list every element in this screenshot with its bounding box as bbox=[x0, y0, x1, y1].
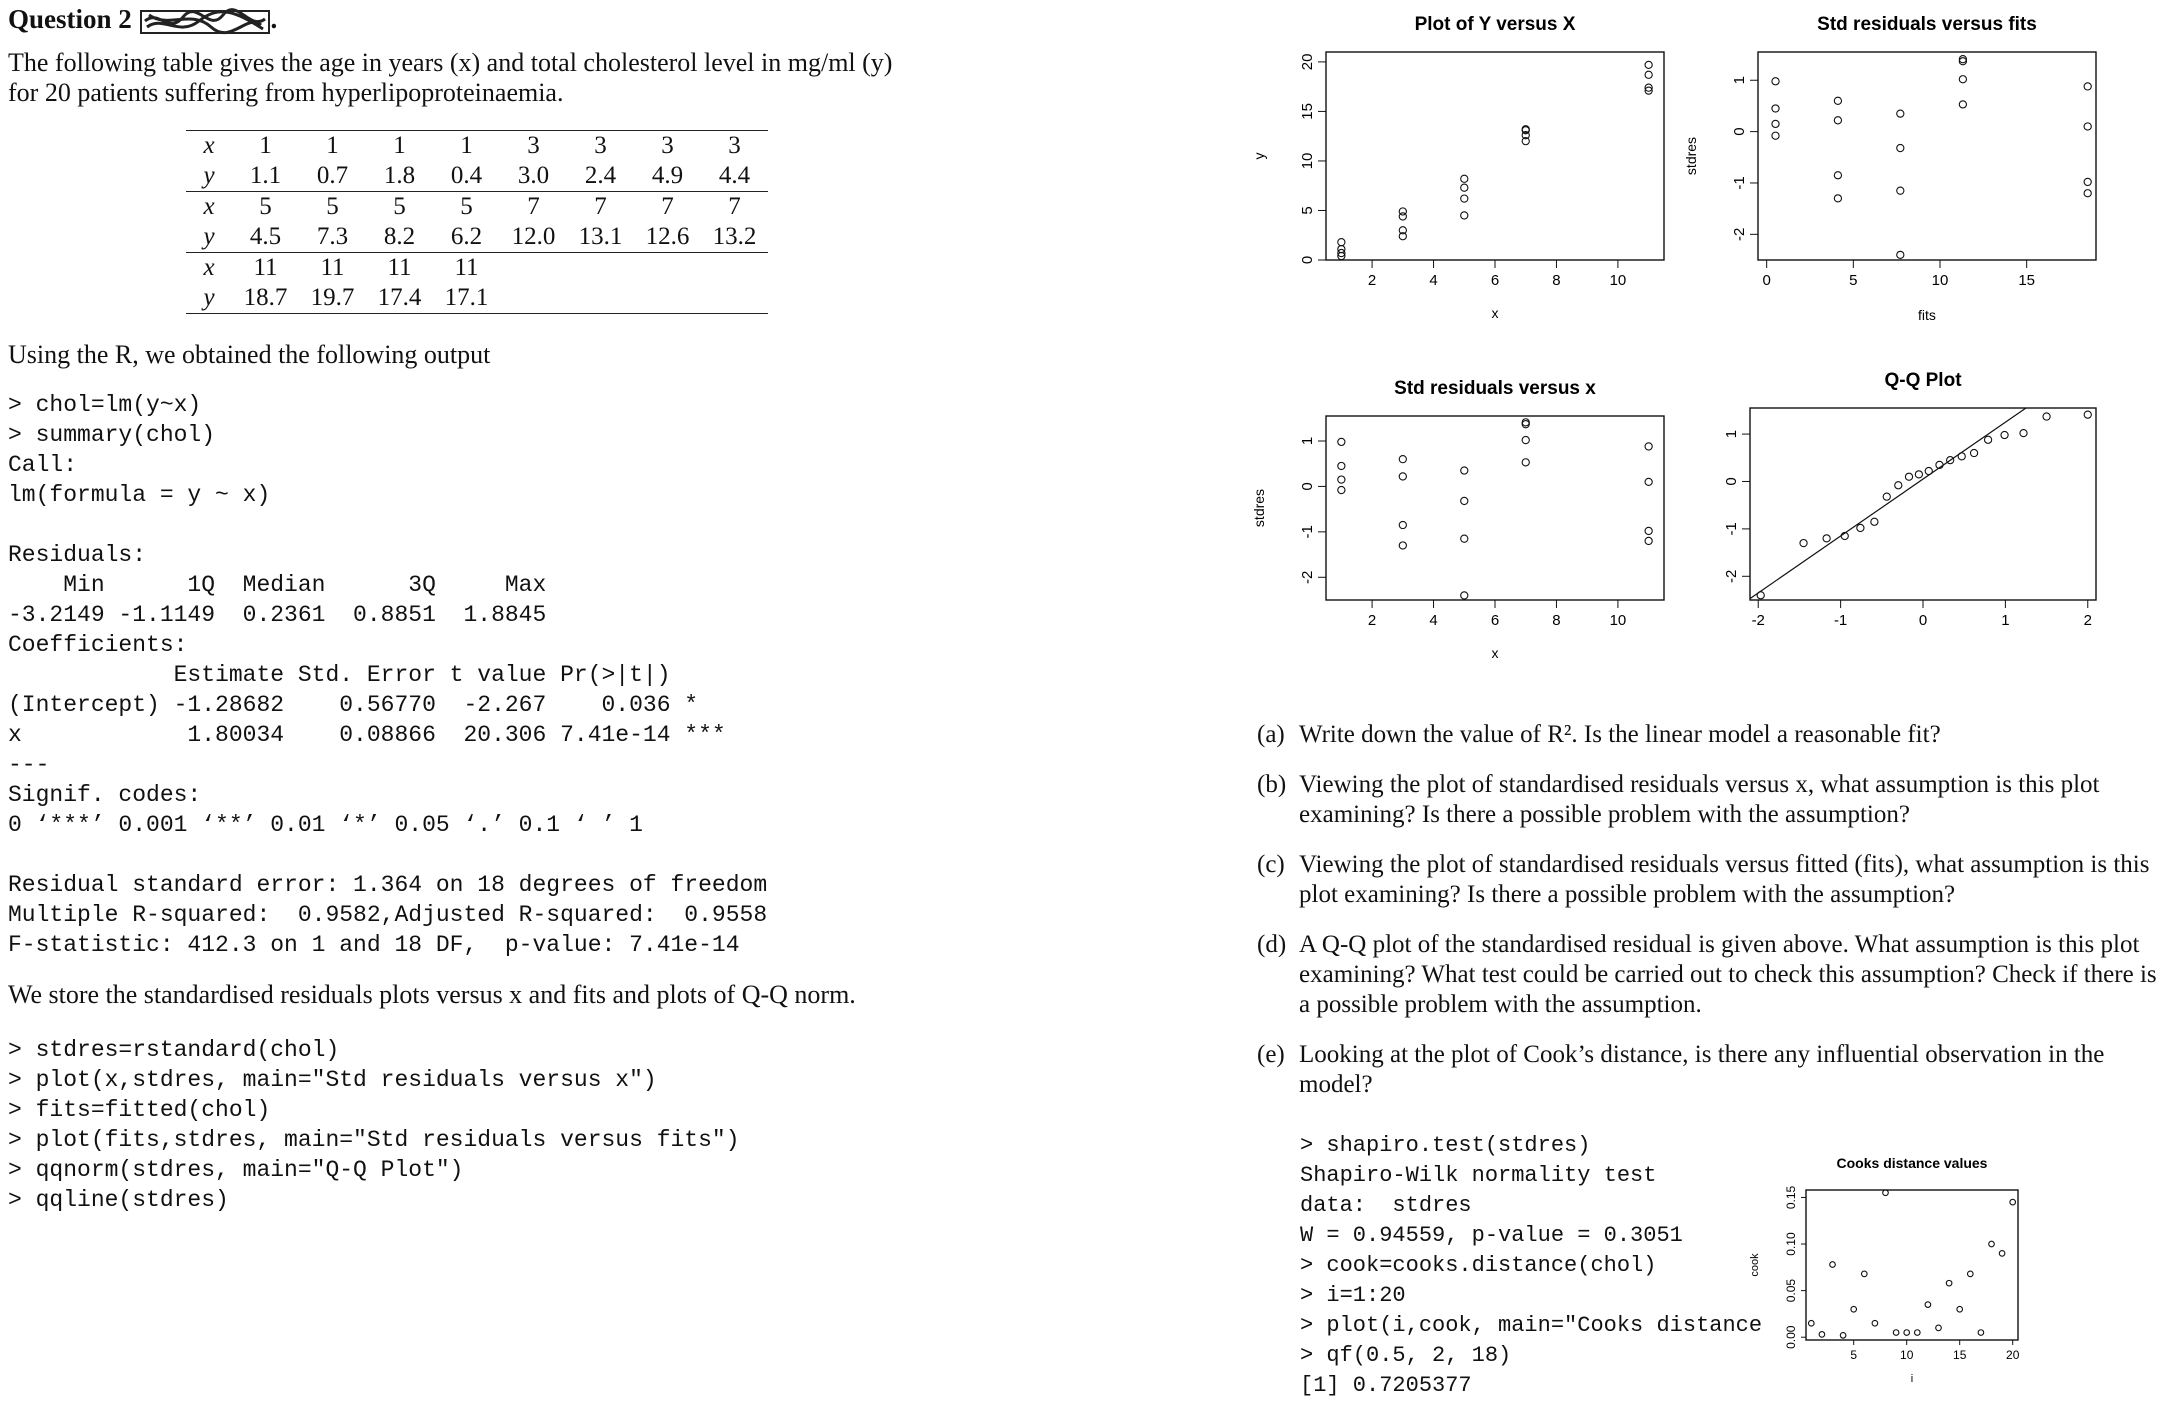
question-text: A Q-Q plot of the standardised residual is given above. What assumption is this plot examining? What test could be carried out to check this assumption? Check if there is a possible problem with the assumption. bbox=[1299, 931, 2157, 1018]
y-tick-label: 5 bbox=[1299, 206, 1316, 215]
y-axis-label: stdres bbox=[1683, 136, 1699, 176]
r-output-line: x 1.80034 0.08866 20.306 7.41e-14 *** bbox=[8, 722, 726, 748]
r-commands-block bbox=[8, 1035, 740, 1215]
redacted-scribble bbox=[139, 7, 271, 37]
data-point bbox=[1893, 1330, 1899, 1336]
chart-cooks-distance-values bbox=[1749, 1155, 2020, 1385]
table-cell: 11 bbox=[232, 253, 299, 284]
data-point bbox=[1834, 117, 1841, 124]
data-point bbox=[1897, 144, 1904, 151]
question-label: (c) bbox=[1257, 851, 1285, 878]
shapiro-output-line: > qf(0.5, 2, 18) bbox=[1300, 1343, 1512, 1368]
x-tick-label: 0 bbox=[1762, 272, 1771, 289]
x-tick-label: 8 bbox=[1552, 612, 1561, 629]
y-tick-label: 0.00 bbox=[1784, 1325, 1798, 1349]
data-point bbox=[1819, 1332, 1825, 1338]
table-cell bbox=[500, 283, 567, 314]
x-tick-label: 20 bbox=[2006, 1348, 2020, 1362]
x-tick-label: 2 bbox=[1367, 272, 1377, 289]
y-tick-label: -1 bbox=[1723, 522, 1740, 536]
x-tick-label: 2 bbox=[1367, 612, 1377, 629]
r-output-line: --- bbox=[8, 752, 50, 778]
chart-plot-of-y-versus-x bbox=[1251, 14, 1664, 321]
y-tick-label: 15 bbox=[1299, 103, 1316, 120]
x-tick-label: 10 bbox=[1931, 272, 1949, 289]
diagnostic-plots bbox=[1240, 0, 2168, 690]
cooks-distance-plot bbox=[1736, 1140, 2036, 1390]
y-axis-label: y bbox=[1251, 152, 1267, 160]
data-point bbox=[1461, 175, 1468, 182]
r-output-line: > chol=lm(y~x) bbox=[8, 392, 202, 418]
table-row-x bbox=[186, 253, 768, 284]
data-point bbox=[1834, 172, 1841, 179]
data-point bbox=[1915, 1330, 1921, 1336]
data-point bbox=[1800, 540, 1807, 547]
data-point bbox=[1645, 537, 1652, 544]
table-cell: 3 bbox=[634, 131, 701, 162]
chart-title: Std residuals versus fits bbox=[1817, 14, 2037, 35]
x-tick-label: -1 bbox=[1833, 612, 1848, 629]
table-cell: 7 bbox=[701, 192, 768, 223]
data-point bbox=[1984, 436, 1991, 443]
data-point bbox=[1958, 453, 1965, 460]
data-point bbox=[1970, 449, 1977, 456]
data-point bbox=[2084, 83, 2091, 90]
x-tick-label: 1 bbox=[2001, 612, 2010, 629]
data-point bbox=[1522, 459, 1529, 466]
data-point bbox=[1823, 535, 1830, 542]
table-cell: 7 bbox=[567, 192, 634, 223]
data-point bbox=[1897, 187, 1904, 194]
chart-std-residuals-versus-fits bbox=[1683, 14, 2096, 323]
data-point bbox=[1461, 212, 1468, 219]
chart-q-q-plot bbox=[1723, 360, 2096, 629]
data-point bbox=[1830, 1262, 1836, 1268]
x-tick-label: 0 bbox=[1918, 612, 1928, 629]
data-point bbox=[1399, 213, 1406, 220]
x-axis-label: x bbox=[1491, 305, 1499, 321]
table-cell bbox=[701, 283, 768, 314]
y-tick-label: -1 bbox=[1299, 525, 1316, 539]
plot-frame bbox=[1326, 52, 1664, 260]
table-cell: 3 bbox=[567, 131, 634, 162]
data-point bbox=[1461, 184, 1468, 191]
shapiro-output-line: data: stdres bbox=[1300, 1193, 1472, 1218]
data-point bbox=[1936, 1325, 1942, 1331]
data-point bbox=[1925, 467, 1932, 474]
table-cell: 3 bbox=[500, 131, 567, 162]
data-point bbox=[2010, 1199, 2016, 1205]
table-row-x bbox=[186, 131, 768, 162]
table-cell: 0.7 bbox=[316, 162, 349, 189]
data-point bbox=[2084, 190, 2091, 197]
r-command-line: > plot(x,stdres, main="Std residuals versus x") bbox=[8, 1067, 657, 1093]
x-tick-label: 5 bbox=[1850, 1348, 1858, 1362]
table-cell: 3.0 bbox=[517, 162, 550, 189]
data-point bbox=[1772, 105, 1779, 112]
y-tick-label: 0 bbox=[1299, 482, 1316, 491]
table-cell bbox=[634, 253, 701, 284]
shapiro-output-line: > cook=cooks.distance(chol) bbox=[1300, 1253, 1657, 1278]
data-point bbox=[1946, 1280, 1952, 1286]
shapiro-output-line: > i=1:20 bbox=[1300, 1283, 1406, 1308]
plot-frame bbox=[1326, 416, 1664, 600]
x-axis-label: i bbox=[1910, 1373, 1914, 1385]
r-output-line: Signif. codes: bbox=[8, 782, 202, 808]
data-point bbox=[1461, 535, 1468, 542]
data-point bbox=[1399, 473, 1406, 480]
data-point bbox=[2084, 178, 2091, 185]
table-cell: 4.4 bbox=[718, 162, 751, 189]
table-cell bbox=[500, 253, 567, 284]
data-point bbox=[1883, 1190, 1889, 1196]
chart-title: Plot of Y versus X bbox=[1414, 14, 1576, 35]
x-tick-label: 15 bbox=[1953, 1348, 1967, 1362]
shapiro-output-line: W = 0.94559, p-value = 0.3051 bbox=[1300, 1223, 1683, 1248]
shapiro-output-line: > plot(i,cook, main="Cooks distance bbox=[1300, 1313, 1763, 1338]
qq-reference-line bbox=[1750, 360, 2096, 599]
x-tick-label: 10 bbox=[1609, 272, 1627, 289]
plot-frame bbox=[1806, 1190, 2018, 1340]
r-output-line: Min 1Q Median 3Q Max bbox=[8, 572, 547, 598]
data-point bbox=[1809, 1320, 1815, 1326]
table-cell: 1 bbox=[366, 131, 433, 162]
table-cell: 6.2 bbox=[450, 223, 483, 250]
data-point bbox=[2043, 413, 2050, 420]
x-axis-label: x bbox=[1491, 645, 1499, 661]
question-label: (d) bbox=[1257, 931, 1287, 958]
data-point bbox=[1522, 436, 1529, 443]
r-output-line: -3.2149 -1.1149 0.2361 0.8851 1.8845 bbox=[8, 602, 547, 628]
data-point bbox=[2084, 123, 2091, 130]
y-tick-label: 1 bbox=[1723, 429, 1740, 439]
data-point bbox=[1461, 195, 1468, 202]
table-row-y bbox=[186, 161, 768, 192]
table-var-label: x bbox=[186, 253, 232, 284]
x-tick-label: 5 bbox=[1849, 272, 1858, 289]
table-cell: 1 bbox=[299, 131, 366, 162]
r-output-line: F-statistic: 412.3 on 1 and 18 DF, p-value: 7.41e-14 bbox=[8, 932, 740, 958]
data-point bbox=[1399, 542, 1406, 549]
y-tick-label: -1 bbox=[1731, 176, 1748, 190]
data-point bbox=[2020, 430, 2027, 437]
data-point bbox=[1968, 1271, 1974, 1277]
question-label: (a) bbox=[1257, 721, 1285, 748]
table-cell: 13.1 bbox=[578, 223, 623, 250]
x-tick-label: 6 bbox=[1490, 272, 1500, 289]
r-output-line: > summary(chol) bbox=[8, 422, 216, 448]
r-command-line: > qqline(stdres) bbox=[8, 1187, 229, 1213]
table-cell: 8.2 bbox=[383, 223, 416, 250]
store-text: We store the standardised residuals plots versus x and fits and plots of Q-Q norm. bbox=[8, 980, 856, 1009]
data-point bbox=[1872, 1320, 1878, 1326]
intro-line-1: The following table gives the age in years (x) and total cholesterol level in mg/ml (y) bbox=[8, 48, 893, 77]
table-cell: 11 bbox=[366, 253, 433, 284]
r-output-line: Residual standard error: 1.364 on 18 degrees of freedom bbox=[8, 872, 768, 898]
shapiro-output-line: > shapiro.test(stdres) bbox=[1300, 1133, 1591, 1158]
x-tick-label: 2 bbox=[2083, 612, 2092, 629]
table-var-label: x bbox=[186, 131, 232, 162]
table-cell: 7 bbox=[500, 192, 567, 223]
r-command-line: > plot(fits,stdres, main="Std residuals versus fits") bbox=[8, 1127, 740, 1153]
question-title: Question 2 . bbox=[8, 4, 277, 37]
data-point bbox=[1461, 467, 1468, 474]
table-cell: 13.2 bbox=[712, 223, 757, 250]
x-tick-label: 10 bbox=[1900, 1348, 1914, 1362]
question-label: (e) bbox=[1257, 1041, 1285, 1068]
data-point bbox=[1925, 1302, 1931, 1308]
question-label: (b) bbox=[1257, 771, 1287, 798]
data-point bbox=[1897, 110, 1904, 117]
r-output-block bbox=[8, 390, 767, 960]
y-tick-label: 0.10 bbox=[1784, 1232, 1798, 1256]
question-text: Looking at the plot of Cook’s distance, is there any influential observation in the model? bbox=[1299, 1041, 2105, 1098]
table-cell: 5 bbox=[299, 192, 366, 223]
table-cell: 2.4 bbox=[584, 162, 617, 189]
r-output-line: (Intercept) -1.28682 0.56770 -2.267 0.036 * bbox=[8, 692, 699, 718]
x-tick-label: 15 bbox=[2018, 272, 2036, 289]
table-cell: 4.9 bbox=[651, 162, 684, 189]
r-intro-text: Using the R, we obtained the following output bbox=[8, 340, 491, 369]
r-output-line: Estimate Std. Error t value Pr(>|t|) bbox=[8, 662, 671, 688]
data-point bbox=[1915, 471, 1922, 478]
table-cell: 3 bbox=[701, 131, 768, 162]
table-var-label: x bbox=[186, 192, 232, 223]
table-cell bbox=[701, 253, 768, 284]
x-tick-label: 6 bbox=[1490, 612, 1500, 629]
table-cell: 4.5 bbox=[249, 223, 282, 250]
data-point bbox=[1399, 521, 1406, 528]
data-point bbox=[1834, 97, 1841, 104]
table-cell: 7.3 bbox=[316, 223, 349, 250]
data-table bbox=[186, 130, 768, 314]
y-tick-label: 1 bbox=[1299, 436, 1316, 446]
table-cell: 5 bbox=[433, 192, 500, 223]
chart-title: Q-Q Plot bbox=[1884, 370, 1962, 391]
plot-frame bbox=[1750, 408, 2096, 600]
data-point bbox=[1772, 132, 1779, 139]
x-tick-label: 10 bbox=[1609, 612, 1627, 629]
data-point bbox=[1645, 527, 1652, 534]
data-point bbox=[1399, 456, 1406, 463]
data-point bbox=[1834, 195, 1841, 202]
r-output-line bbox=[8, 840, 767, 870]
data-point bbox=[1978, 1330, 1984, 1336]
data-point bbox=[2001, 431, 2008, 438]
data-point bbox=[1338, 438, 1345, 445]
table-cell: 12.6 bbox=[645, 223, 690, 250]
data-point bbox=[1989, 1241, 1995, 1247]
chart-std-residuals-versus-x bbox=[1251, 378, 1664, 661]
r-output-line: lm(formula = y ~ x) bbox=[8, 482, 271, 508]
table-cell: 11 bbox=[433, 253, 500, 284]
y-axis-label: cook bbox=[1749, 1253, 1761, 1277]
question-text: Viewing the plot of standardised residuals versus fitted (fits), what assumption is this plot examining? Is there a possible problem with the assumption? bbox=[1299, 851, 2150, 908]
table-cell: 1.1 bbox=[249, 162, 282, 189]
question-text: Viewing the plot of standardised residuals versus x, what assumption is this plot examining? Is there a possible problem with the assumption? bbox=[1299, 771, 2100, 828]
y-tick-label: 0 bbox=[1731, 127, 1748, 136]
r-output-line: Multiple R-squared: 0.9582,Adjusted R-squared: 0.9558 bbox=[8, 902, 768, 928]
r-output-line: Coefficients: bbox=[8, 632, 188, 658]
x-tick-label: -2 bbox=[1751, 612, 1765, 629]
table-cell: 1 bbox=[232, 131, 299, 162]
r-command-line: > stdres=rstandard(chol) bbox=[8, 1037, 340, 1063]
data-point bbox=[1957, 1306, 1963, 1312]
data-point bbox=[1897, 251, 1904, 258]
chart-title: Std residuals versus x bbox=[1394, 378, 1596, 399]
table-cell bbox=[567, 253, 634, 284]
table-row-y bbox=[186, 222, 768, 253]
y-tick-label: -2 bbox=[1299, 570, 1316, 584]
data-point bbox=[1338, 476, 1345, 483]
table-row-x bbox=[186, 192, 768, 223]
data-point bbox=[1645, 71, 1652, 78]
data-point bbox=[1338, 486, 1345, 493]
data-point bbox=[1840, 1333, 1846, 1339]
data-point bbox=[1772, 120, 1779, 127]
data-point bbox=[1959, 76, 1966, 83]
r-output-line: Residuals: bbox=[8, 542, 147, 568]
table-cell: 1 bbox=[433, 131, 500, 162]
y-tick-label: 0.05 bbox=[1784, 1278, 1798, 1303]
y-tick-label: 0.15 bbox=[1784, 1185, 1798, 1210]
data-point bbox=[1883, 493, 1890, 500]
data-point bbox=[1645, 61, 1652, 68]
table-cell: 19.7 bbox=[299, 283, 366, 314]
table-var-label: y bbox=[203, 162, 215, 189]
question-text: Write down the value of R². Is the linear model a reasonable fit? bbox=[1299, 721, 1941, 748]
table-var-label: y bbox=[186, 283, 232, 314]
data-point bbox=[1772, 78, 1779, 85]
data-point bbox=[1338, 239, 1345, 246]
y-tick-label: 1 bbox=[1731, 76, 1748, 85]
table-cell: 7 bbox=[634, 192, 701, 223]
y-tick-label: 0 bbox=[1723, 477, 1740, 486]
y-tick-label: -2 bbox=[1723, 569, 1740, 583]
table-cell bbox=[567, 283, 634, 314]
r-command-line: > fits=fitted(chol) bbox=[8, 1097, 271, 1123]
r-output-line bbox=[8, 510, 767, 540]
data-point bbox=[1851, 1306, 1857, 1312]
table-cell: 1.8 bbox=[383, 162, 416, 189]
y-tick-label: 10 bbox=[1299, 152, 1316, 170]
data-point bbox=[1461, 592, 1468, 599]
table-var-label: y bbox=[203, 223, 215, 250]
table-cell bbox=[634, 283, 701, 314]
data-point bbox=[1871, 518, 1878, 525]
table-cell: 5 bbox=[232, 192, 299, 223]
data-point bbox=[1757, 592, 1764, 599]
table-cell: 0.4 bbox=[450, 162, 483, 189]
y-tick-label: 20 bbox=[1299, 53, 1316, 71]
chart-title: Cooks distance values bbox=[1836, 1155, 1988, 1171]
x-tick-label: 4 bbox=[1429, 272, 1438, 289]
data-point bbox=[1905, 473, 1912, 480]
data-point bbox=[2084, 411, 2091, 418]
data-point bbox=[1338, 462, 1345, 469]
data-point bbox=[1857, 524, 1864, 531]
shapiro-output-block bbox=[1300, 1131, 1762, 1401]
shapiro-output-line: Shapiro-Wilk normality test bbox=[1300, 1163, 1657, 1188]
plot-frame bbox=[1758, 52, 2096, 260]
r-command-line: > qqnorm(stdres, main="Q-Q Plot") bbox=[8, 1157, 464, 1183]
table-cell: 12.0 bbox=[511, 223, 556, 250]
y-tick-label: -2 bbox=[1731, 227, 1748, 241]
x-tick-label: 4 bbox=[1429, 612, 1438, 629]
table-cell: 17.4 bbox=[366, 283, 433, 314]
data-point bbox=[1461, 497, 1468, 504]
table-cell: 17.1 bbox=[433, 283, 500, 314]
r-output-line: Call: bbox=[8, 452, 78, 478]
table-cell: 5 bbox=[366, 192, 433, 223]
table-cell: 11 bbox=[299, 253, 366, 284]
y-axis-label: stdres bbox=[1251, 488, 1267, 528]
table-cell: 18.7 bbox=[232, 283, 299, 314]
intro-line-2: for 20 patients suffering from hyperlipoproteinaemia. bbox=[8, 78, 564, 107]
table-row-y bbox=[186, 283, 768, 314]
data-point bbox=[1959, 101, 1966, 108]
shapiro-output-line: [1] 0.7205377 bbox=[1300, 1373, 1472, 1398]
y-tick-label: 0 bbox=[1299, 255, 1316, 265]
data-point bbox=[1895, 482, 1902, 489]
x-tick-label: 8 bbox=[1552, 272, 1561, 289]
data-point bbox=[1999, 1251, 2005, 1257]
data-point bbox=[1904, 1330, 1910, 1336]
data-point bbox=[1645, 478, 1652, 485]
data-point bbox=[1645, 443, 1652, 450]
r-output-line: 0 ‘***’ 0.001 ‘**’ 0.01 ‘*’ 0.05 ‘.’ 0.1 ‘ ’ 1 bbox=[8, 812, 643, 838]
data-point bbox=[1862, 1271, 1868, 1277]
x-axis-label: fits bbox=[1918, 307, 1936, 323]
